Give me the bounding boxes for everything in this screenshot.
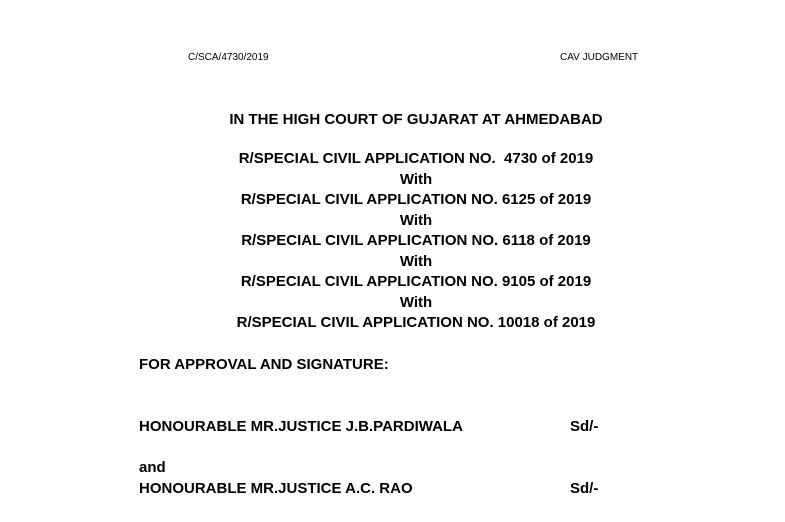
case-line: R/SPECIAL CIVIL APPLICATION NO. 10018 of 2019 — [236, 314, 596, 331]
case-connector: With — [399, 211, 433, 229]
case-reference: C/SCA/4730/2019 — [188, 52, 269, 63]
signature-mark: Sd/- — [570, 418, 599, 435]
case-connector: With — [399, 293, 433, 311]
signature-mark: Sd/- — [570, 480, 599, 497]
case-connector: With — [399, 170, 433, 188]
case-line: R/SPECIAL CIVIL APPLICATION NO. 9105 of 2019 — [240, 273, 592, 290]
approval-heading: FOR APPROVAL AND SIGNATURE: — [139, 356, 389, 373]
case-line: R/SPECIAL CIVIL APPLICATION NO. 4730 of 2019 — [238, 150, 594, 167]
court-title: IN THE HIGH COURT OF GUJARAT AT AHMEDABAD — [229, 111, 603, 128]
case-line: R/SPECIAL CIVIL APPLICATION NO. 6125 of 2019 — [240, 191, 592, 208]
judge-name: HONOURABLE MR.JUSTICE A.C. RAO — [139, 480, 413, 497]
conjunction: and — [139, 459, 166, 476]
case-connector: With — [399, 252, 433, 270]
judge-name: HONOURABLE MR.JUSTICE J.B.PARDIWALA — [139, 418, 463, 435]
case-line: R/SPECIAL CIVIL APPLICATION NO. 6118 of 2019 — [241, 232, 591, 249]
document-type: CAV JUDGMENT — [560, 52, 639, 63]
case-list — [0, 149, 785, 334]
